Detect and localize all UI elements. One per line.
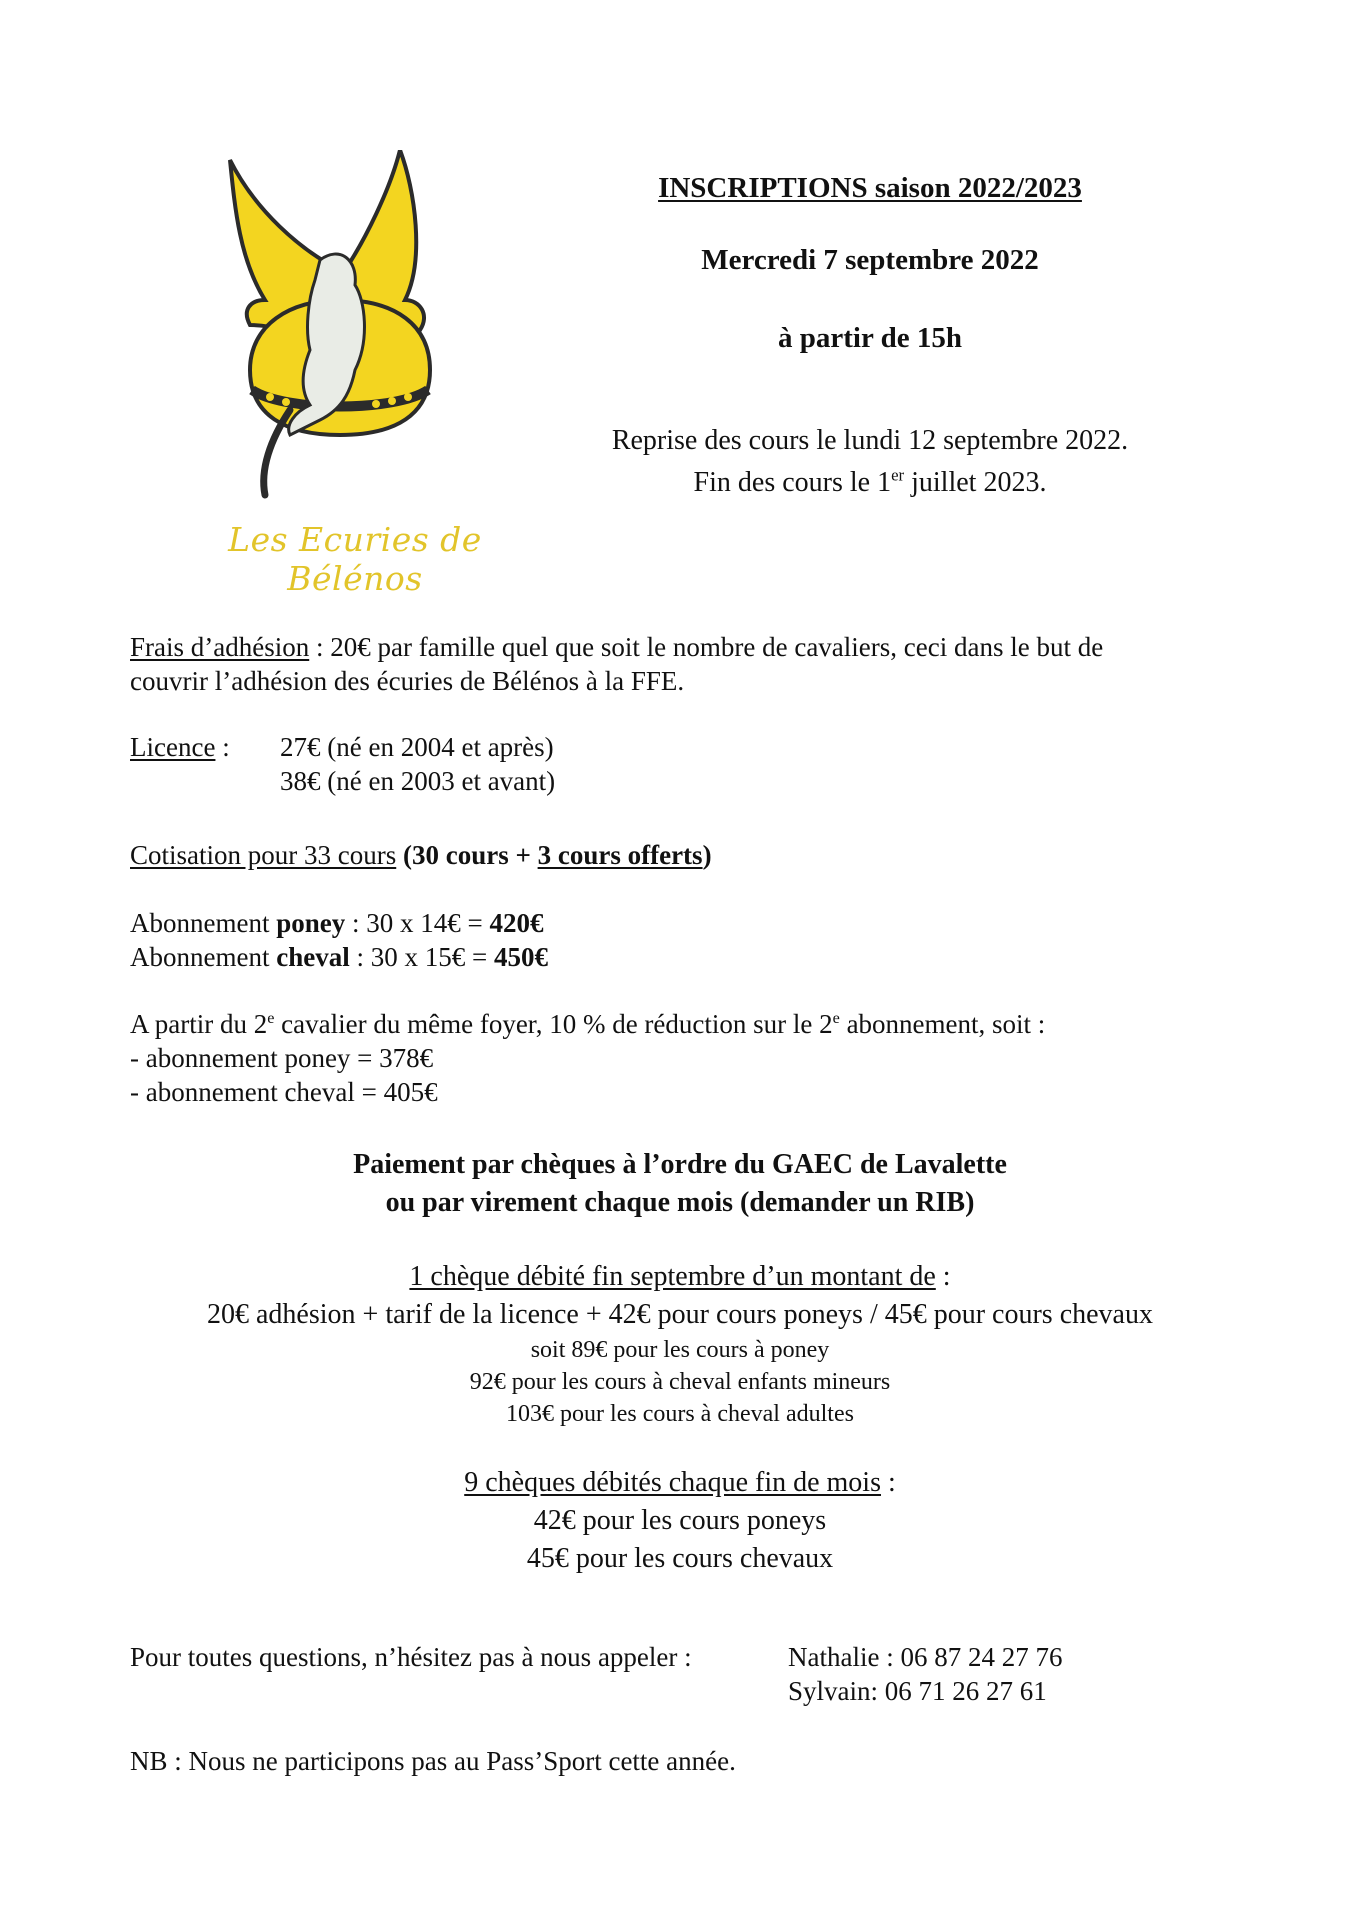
contact-phones [788, 1640, 1062, 1708]
licence-item: 38€ (né en 2003 et avant) [280, 766, 556, 796]
fin-line: Fin des cours le 1er juillet 2023. [693, 465, 1047, 498]
nb-note: NB : Nous ne participons pas au Pass’Sport cette année. [130, 1746, 736, 1776]
frais-label: Frais d’adhésion [130, 632, 310, 662]
cheque1-label: 1 chèque débité fin septembre d’un montant de [409, 1261, 936, 1292]
abonnement-cheval: Abonnement cheval : 30 x 15€ = 450€ [130, 942, 548, 972]
reprise-line: Reprise des cours le lundi 12 septembre 2022. [611, 425, 1129, 456]
licence-label: Licence [130, 732, 216, 762]
page-title: INSCRIPTIONS saison 2022/2023 [658, 172, 1082, 204]
cheque1-main: 20€ adhésion + tarif de la licence + 42€ pour cours poneys / 45€ pour cours chevaux [207, 1299, 1153, 1330]
pegasus-logo-icon [190, 150, 520, 520]
cotisation-line: Cotisation pour 33 cours (30 cours + 3 cours offerts) [130, 840, 712, 870]
abonnements [130, 906, 548, 974]
licence-block: Licence : 27€ (né en 2004 et après) 38€ (né en 2003 et avant) [130, 732, 556, 796]
licence-item: 27€ (né en 2004 et après) [280, 732, 554, 762]
abonnement-poney: Abonnement poney : 30 x 14€ = 420€ [130, 908, 544, 938]
cheques9-label: 9 chèques débités chaque fin de mois [464, 1467, 881, 1498]
reduction-block: A partir du 2e cavalier du même foyer, 10 % de réduction sur le 2e abonnement, soit : - abonnement poney = 378€ - abonnement cheval = 405€ [130, 1007, 1230, 1109]
cheque1-block: 1 chèque débité fin septembre d’un montant de : 20€ adhésion + tarif de la licence + 42€ pour cours poneys / 45€ pour cours chevaux soit 89€ pour les cours à poney 92€ pour les cours à cheval enfants mineurs 103€ pour les cours à cheval adultes [130, 1258, 1230, 1430]
reduction-item: - abonnement cheval = 405€ [130, 1077, 438, 1107]
logo [190, 150, 520, 598]
event-date: Mercredi 7 septembre 2022 [701, 244, 1039, 276]
reduction-item: - abonnement poney = 378€ [130, 1043, 434, 1073]
cheques9-block: 9 chèques débités chaque fin de mois : 42€ pour les cours poneys 45€ pour les cours chevaux [464, 1467, 896, 1574]
frais-adhesion: Frais d’adhésion : 20€ par famille quel que soit le nombre de cavaliers, ceci dans le but de couvrir l’adhésion des écuries de Bélénos à la FFE. [130, 632, 1104, 696]
phone-nathalie: Nathalie : 06 87 24 27 76 [788, 1642, 1063, 1672]
paiement-block: Paiement par chèques à l’ordre du GAEC de Lavalette ou par virement chaque mois (demander un RIB) [353, 1149, 1007, 1218]
event-time: à partir de 15h [778, 322, 962, 354]
schedule-block [520, 420, 1220, 504]
phone-sylvain: Sylvain: 06 71 26 27 61 [788, 1676, 1047, 1706]
contact-question: Pour toutes questions, n’hésitez pas à nous appeler : [130, 1642, 692, 1672]
logo-text: Les Ecuries de Bélénos [228, 520, 482, 598]
